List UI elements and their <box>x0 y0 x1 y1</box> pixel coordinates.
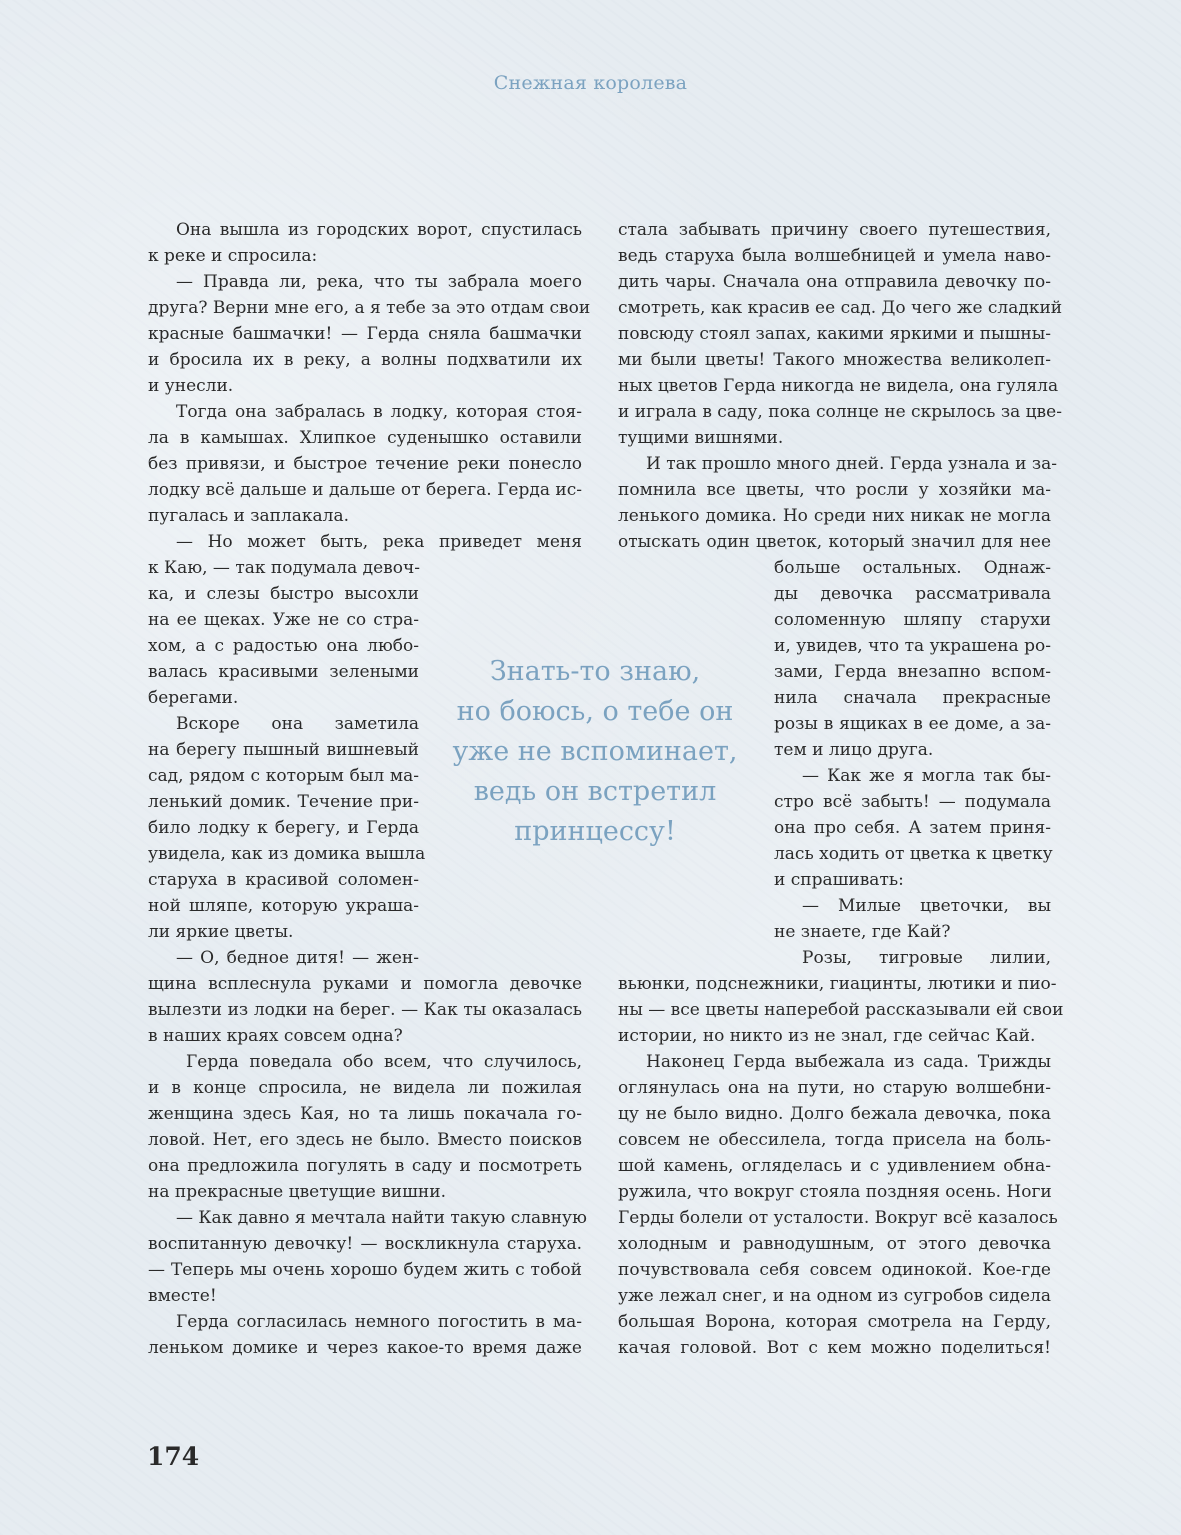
text-line: соломенную шляпу старухи <box>774 610 1051 630</box>
text-line: большая Ворона, которая смотрела на Герду, <box>618 1312 1051 1332</box>
text-line: ми были цветы! Такого множества великолеп- <box>618 350 1051 370</box>
text-line: — Теперь мы очень хорошо будем жить с тобой <box>148 1260 582 1280</box>
text-line: Герда согласилась немного погостить в ма- <box>176 1312 582 1332</box>
text-line: вьюнки, подснежники, гиацинты, лютики и пио- <box>618 974 1057 994</box>
pull-quote <box>440 652 750 852</box>
text-line: щина всплеснула руками и помогла девочке <box>148 974 582 994</box>
text-line: стала забывать причину своего путешествия, <box>618 220 1051 240</box>
pull-quote-line: уже не вспоминает, <box>452 736 738 767</box>
pull-quote-line: но боюсь, о тебе он <box>456 696 734 727</box>
text-line: смотреть, как красив ее сад. До чего же сладкий <box>618 298 1063 318</box>
text-line: Герды болели от усталости. Вокруг всё казалось <box>618 1208 1058 1228</box>
text-line: хом, а с радостью она любо- <box>148 636 419 656</box>
text-line: И так прошло много дней. Герда узнала и за- <box>646 454 1057 474</box>
text-line: повсюду стоял запах, какими яркими и пышны- <box>618 324 1051 344</box>
text-line: она про себя. А затем приня- <box>774 818 1051 838</box>
text-line: воспитанную девочку! — воскликнула старуха. <box>148 1234 582 1254</box>
text-line: вместе! <box>148 1286 217 1306</box>
text-line: без привязи, и быстрое течение реки понесло <box>148 454 582 474</box>
text-line: истории, но никто из не знал, где сейчас Кай. <box>618 1026 1036 1046</box>
text-line: ны — все цветы наперебой рассказывали ей свои <box>618 1000 1064 1020</box>
text-line: и в конце спросила, не видела ли пожилая <box>148 1078 582 1098</box>
text-line: — Но может быть, река приведет меня <box>176 532 582 552</box>
text-line: вылезти из лодки на берег. — Как ты оказалась <box>148 1000 582 1020</box>
text-line: ка, и слезы быстро высохли <box>148 584 419 604</box>
text-line: ружила, что вокруг стояла поздняя осень. Ноги <box>618 1182 1052 1202</box>
text-line: — Милые цветочки, вы <box>802 896 1051 916</box>
text-line: Герда поведала обо всем, что случилось, <box>186 1052 582 1072</box>
text-line: валась красивыми зелеными <box>148 662 419 682</box>
text-line: друга? Верни мне его, а я тебе за это отдам свои <box>148 298 591 318</box>
text-line: в наших краях совсем одна? <box>148 1026 403 1046</box>
text-line: стро всё забыть! — подумала <box>774 792 1051 812</box>
text-line: — Правда ли, река, что ты забрала моего <box>176 272 582 292</box>
text-line: на ее щеках. Уже не со стра- <box>148 610 419 630</box>
text-line: Вскоре она заметила <box>176 714 419 734</box>
text-line: и унесли. <box>148 376 234 396</box>
text-line: берегами. <box>148 688 239 708</box>
text-line: ды девочка рассматривала <box>774 584 1051 604</box>
text-line: ленького домика. Но среди них никак не могла <box>618 506 1051 526</box>
text-line: — Как давно я мечтала найти такую славную <box>176 1208 587 1228</box>
text-line: совсем не обессилела, тогда присела на боль- <box>618 1130 1051 1150</box>
text-line: дить чары. Сначала она отправила девочку по- <box>618 272 1051 292</box>
text-line: холодным и равнодушным, от этого девочка <box>618 1234 1051 1254</box>
text-line: зами, Герда внезапно вспом- <box>774 662 1051 682</box>
text-line: она предложила погулять в саду и посмотреть <box>148 1156 582 1176</box>
text-line: ловой. Нет, его здесь не было. Вместо поисков <box>148 1130 582 1150</box>
text-line: сад, рядом с которым был ма- <box>148 766 419 786</box>
text-line: увидела, как из домика вышла <box>148 844 426 864</box>
text-line: тущими вишнями. <box>618 428 784 448</box>
running-title: Снежная королева <box>493 72 688 94</box>
text-line: ленький домик. Течение при- <box>148 792 419 812</box>
text-line: лась ходить от цветка к цветку <box>774 844 1053 864</box>
text-line: старуха в красивой соломен- <box>148 870 419 890</box>
text-line: на прекрасные цветущие вишни. <box>148 1182 446 1202</box>
text-line: леньком домике и через какое-то время даже <box>148 1338 582 1358</box>
text-line: ной шляпе, которую украша- <box>148 896 419 916</box>
text-line: почувствовала себя совсем одинокой. Кое-где <box>618 1260 1051 1280</box>
text-line: и бросила их в реку, а волны подхватили их <box>148 350 582 370</box>
text-line: к Каю, — так подумала девоч- <box>148 558 420 578</box>
text-line: отыскать один цветок, который значил для нее <box>618 532 1051 552</box>
text-line: ли яркие цветы. <box>148 922 294 942</box>
text-line: уже лежал снег, и на одном из сугробов сидела <box>618 1286 1051 1306</box>
text-line: ла в камышах. Хлипкое суденышко оставили <box>148 428 582 448</box>
text-line: качая головой. Вот с кем можно поделиться! <box>618 1338 1051 1358</box>
text-line: помнила все цветы, что росли у хозяйки ма- <box>618 480 1051 500</box>
page-number: 174 <box>147 1442 200 1471</box>
text-line: Розы, тигровые лилии, <box>802 948 1051 968</box>
text-line: женщина здесь Кая, но та лишь покачала го- <box>148 1104 582 1124</box>
text-line: — О, бедное дитя! — жен- <box>176 948 419 968</box>
text-line: шой камень, огляделась и с удивлением обна- <box>618 1156 1051 1176</box>
text-line: на берегу пышный вишневый <box>148 740 419 760</box>
text-line: розы в ящиках в ее доме, а за- <box>774 714 1051 734</box>
pull-quote-line: Знать-то знаю, <box>489 656 701 687</box>
text-line: и играла в саду, пока солнце не скрылось за цве- <box>618 402 1062 422</box>
text-line: оглянулась она на пути, но старую волшебни- <box>618 1078 1051 1098</box>
text-line: Тогда она забралась в лодку, которая стоя- <box>176 402 582 422</box>
text-line: ведь старуха была волшебницей и умела наво- <box>618 246 1051 266</box>
pull-quote-line: принцессу! <box>514 816 676 847</box>
text-line: ных цветов Герда никогда не видела, она гуляла <box>618 376 1059 396</box>
text-line: Она вышла из городских ворот, спустилась <box>176 220 582 240</box>
text-line: и, увидев, что та украшена ро- <box>774 636 1051 656</box>
text-line: нила сначала прекрасные <box>774 688 1051 708</box>
text-line: пугалась и заплакала. <box>148 506 349 526</box>
text-line: тем и лицо друга. <box>774 740 934 760</box>
text-line: — Как же я могла так бы- <box>802 766 1051 786</box>
text-line: цу не было видно. Долго бежала девочка, пока <box>618 1104 1051 1124</box>
text-line: било лодку к берегу, и Герда <box>148 818 419 838</box>
text-line: больше остальных. Однаж- <box>774 558 1051 578</box>
text-line: к реке и спросила: <box>148 246 318 266</box>
text-line: лодку всё дальше и дальше от берега. Герда ис- <box>148 480 582 500</box>
text-line: и спрашивать: <box>774 870 904 890</box>
text-line: красные башмачки! — Герда сняла башмачки <box>148 324 582 344</box>
text-line: не знаете, где Кай? <box>774 922 951 942</box>
text-line: Наконец Герда выбежала из сада. Трижды <box>646 1052 1051 1072</box>
pull-quote-line: ведь он встретил <box>473 776 717 807</box>
